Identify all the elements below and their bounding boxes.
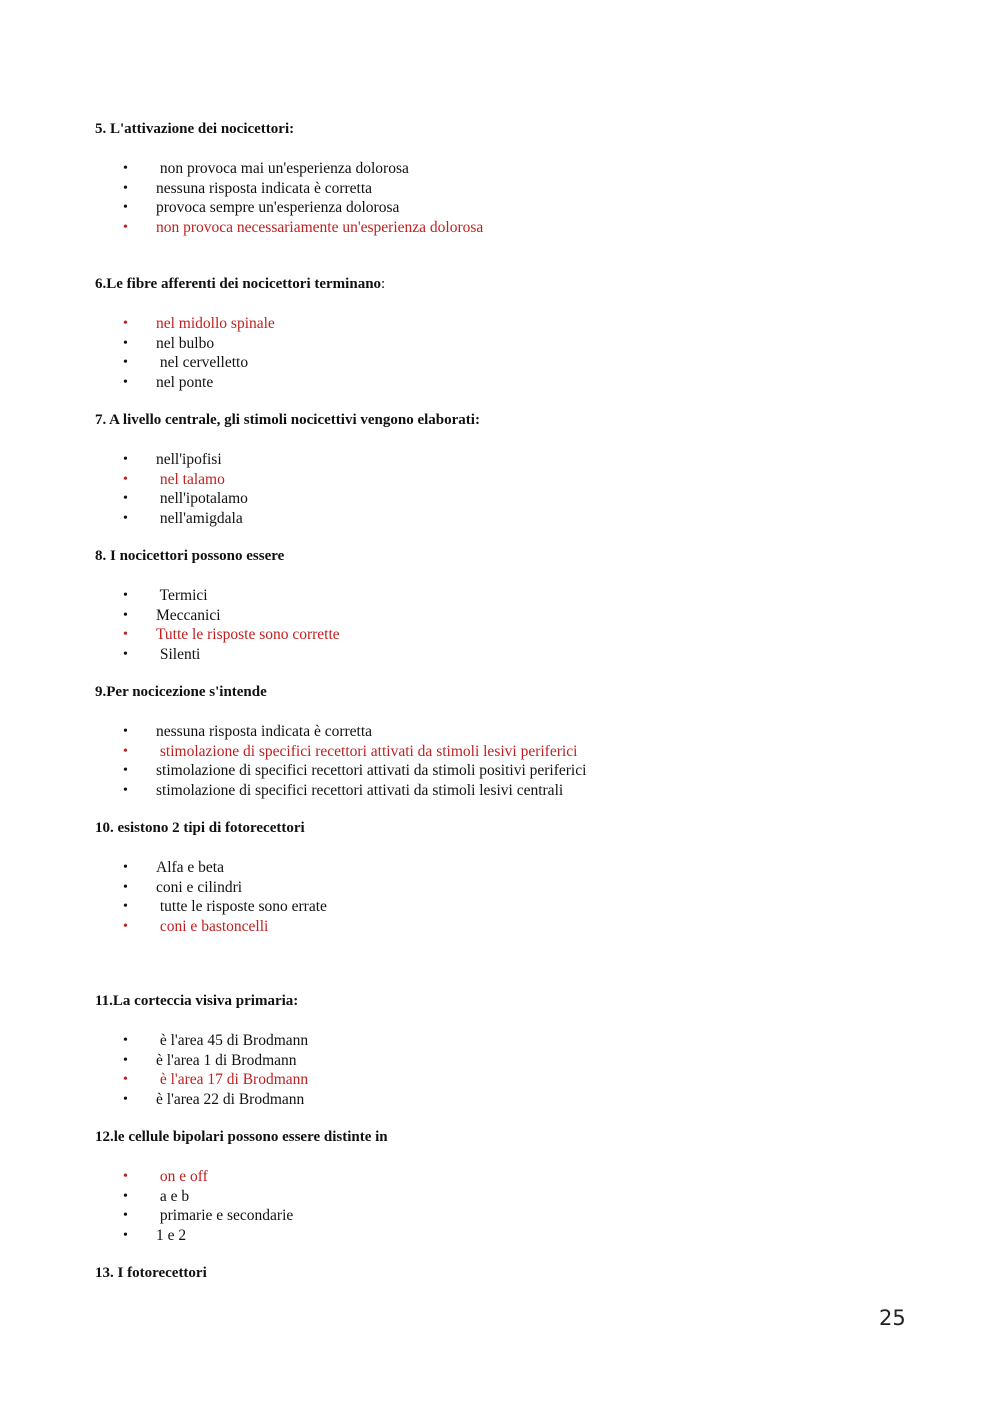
answer-text: provoca sempre un'esperienza dolorosa (156, 199, 400, 216)
bullet-icon: • (123, 355, 128, 370)
bullet-icon: • (123, 588, 128, 603)
bullet-icon: • (123, 374, 128, 390)
answer-option (95, 334, 915, 354)
bullet-icon: • (123, 161, 128, 176)
question-title (95, 547, 915, 566)
bullet-icon: • (123, 510, 128, 526)
answer-text: coni e bastoncelli (156, 917, 269, 935)
answer-option-correct (95, 1167, 915, 1187)
question-title (95, 992, 915, 1011)
answer-text: tutte le risposte sono errate (156, 898, 327, 915)
answer-option-correct (95, 625, 915, 645)
question-title-text: 9.Per nocicezione s'intende (95, 684, 267, 700)
answer-option (95, 761, 915, 781)
answer-options (95, 314, 915, 392)
question-title-text: 13. I fotorecettori (95, 1265, 207, 1281)
question-title (95, 1128, 915, 1147)
answer-text: nell'ipotalamo (156, 490, 248, 507)
bullet-icon: • (123, 743, 128, 759)
answer-text: on e off (156, 1168, 208, 1185)
answer-option (95, 586, 915, 606)
answer-text: 1 e 2 (156, 1226, 187, 1244)
answer-option-correct (95, 218, 915, 238)
bullet-icon: • (123, 607, 128, 623)
answer-option-correct (95, 742, 915, 762)
answer-text: è l'area 22 di Brodmann (156, 1090, 305, 1108)
answer-options (95, 1031, 915, 1109)
answer-option (95, 858, 915, 878)
answer-option-correct (95, 314, 915, 334)
answer-option (95, 645, 915, 665)
bullet-icon: • (123, 200, 128, 215)
bullet-icon: • (123, 1227, 128, 1243)
answer-text: nel midollo spinale (156, 315, 275, 332)
question-title-text: 11.La corteccia visiva primaria: (95, 993, 299, 1009)
question-5 (95, 120, 915, 237)
answer-option (95, 606, 915, 626)
question-13 (95, 1264, 915, 1303)
bullet-icon: • (123, 219, 128, 235)
bullet-icon: • (123, 918, 128, 934)
answer-text: nell'amigdala (156, 509, 243, 527)
question-9 (95, 683, 915, 800)
bullet-icon: • (123, 899, 128, 914)
answer-option (95, 1051, 915, 1071)
answer-text: nell'ipofisi (156, 451, 222, 468)
question-title (95, 683, 915, 702)
question-8 (95, 547, 915, 664)
answer-text: stimolazione di specifici recettori attivati da stimoli lesivi periferici (156, 742, 578, 760)
question-title-text: 7. A livello centrale, gli stimoli nocicettivi vengono elaborati: (95, 412, 480, 428)
answer-options (95, 722, 915, 800)
bullet-icon: • (123, 724, 128, 739)
question-title (95, 1264, 915, 1283)
answer-option-correct (95, 470, 915, 490)
answer-options (95, 159, 915, 237)
bullet-icon: • (123, 491, 128, 506)
answer-text: Silenti (156, 645, 201, 663)
bullet-icon: • (123, 1072, 128, 1087)
question-6 (95, 275, 915, 392)
answer-text: nel ponte (156, 373, 214, 391)
answer-options (95, 1167, 915, 1245)
answer-option (95, 1031, 915, 1051)
bullet-icon: • (123, 1208, 128, 1223)
answer-text: è l'area 45 di Brodmann (156, 1032, 309, 1049)
bullet-icon: • (123, 316, 128, 331)
answer-options (95, 586, 915, 664)
answer-option (95, 159, 915, 179)
bullet-icon: • (123, 879, 128, 895)
question-12 (95, 1128, 915, 1245)
question-11 (95, 992, 915, 1109)
question-title-text: 12.le cellule bipolari possono essere distinte in (95, 1129, 388, 1145)
bullet-icon: • (123, 782, 128, 798)
answer-text: è l'area 1 di Brodmann (156, 1051, 297, 1069)
answer-option (95, 1206, 915, 1226)
answer-option (95, 489, 915, 509)
answer-text: stimolazione di specifici recettori attivati da stimoli lesivi centrali (156, 781, 564, 799)
answer-text: è l'area 17 di Brodmann (156, 1071, 309, 1088)
bullet-icon: • (123, 1052, 128, 1068)
page-number: 25 (879, 1306, 906, 1330)
answer-option (95, 1226, 915, 1246)
question-title (95, 275, 915, 294)
question-title-text: 6.Le fibre afferenti dei nocicettori terminano (95, 276, 382, 292)
answer-text: nel cervelletto (156, 354, 249, 371)
bullet-icon: • (123, 763, 128, 778)
answer-option-correct (95, 917, 915, 937)
bullet-icon: • (123, 1169, 128, 1184)
answer-option (95, 509, 915, 529)
answer-option-correct (95, 1070, 915, 1090)
question-title-text: 10. esistono 2 tipi di fotorecettori (95, 820, 305, 836)
answer-option (95, 450, 915, 470)
bullet-icon: • (123, 471, 128, 487)
question-title-text: 5. L'attivazione dei nocicettori: (95, 121, 295, 137)
bullet-icon: • (123, 452, 128, 467)
answer-text: primarie e secondarie (156, 1207, 294, 1224)
answer-text: non provoca mai un'esperienza dolorosa (156, 160, 409, 177)
answer-options (95, 450, 915, 528)
answer-text: nel talamo (156, 470, 225, 488)
bullet-icon: • (123, 860, 128, 875)
answer-text: a e b (156, 1187, 190, 1205)
question-title-text: 8. I nocicettori possono essere (95, 548, 285, 564)
answer-option (95, 198, 915, 218)
bullet-icon: • (123, 1091, 128, 1107)
answer-text: nel bulbo (156, 334, 215, 352)
bullet-icon: • (123, 335, 128, 351)
answer-option (95, 781, 915, 801)
answer-option (95, 878, 915, 898)
answer-option (95, 1187, 915, 1207)
question-title (95, 120, 915, 139)
answer-text: nessuna risposta indicata è corretta (156, 179, 373, 197)
bullet-icon: • (123, 627, 128, 642)
answer-option (95, 1090, 915, 1110)
answer-text: coni e cilindri (156, 878, 243, 896)
question-10 (95, 819, 915, 936)
answer-option (95, 179, 915, 199)
question-7 (95, 411, 915, 528)
answer-text: nessuna risposta indicata è corretta (156, 723, 373, 740)
question-title (95, 411, 915, 430)
answer-text: Alfa e beta (156, 859, 224, 876)
answer-option (95, 897, 915, 917)
answer-option (95, 373, 915, 393)
answer-text: stimolazione di specifici recettori attivati da stimoli positivi periferici (156, 762, 587, 779)
bullet-icon: • (123, 1188, 128, 1204)
answer-text: non provoca necessariamente un'esperienza dolorosa (156, 218, 484, 236)
bullet-icon: • (123, 180, 128, 196)
answer-text: Meccanici (156, 606, 221, 624)
answer-text: Tutte le risposte sono corrette (156, 626, 340, 643)
answer-option (95, 353, 915, 373)
question-title (95, 819, 915, 838)
question-title-suffix: : (381, 276, 386, 292)
bullet-icon: • (123, 1033, 128, 1048)
answer-option (95, 722, 915, 742)
answer-options (95, 858, 915, 936)
answer-text: Termici (156, 587, 208, 604)
bullet-icon: • (123, 646, 128, 662)
